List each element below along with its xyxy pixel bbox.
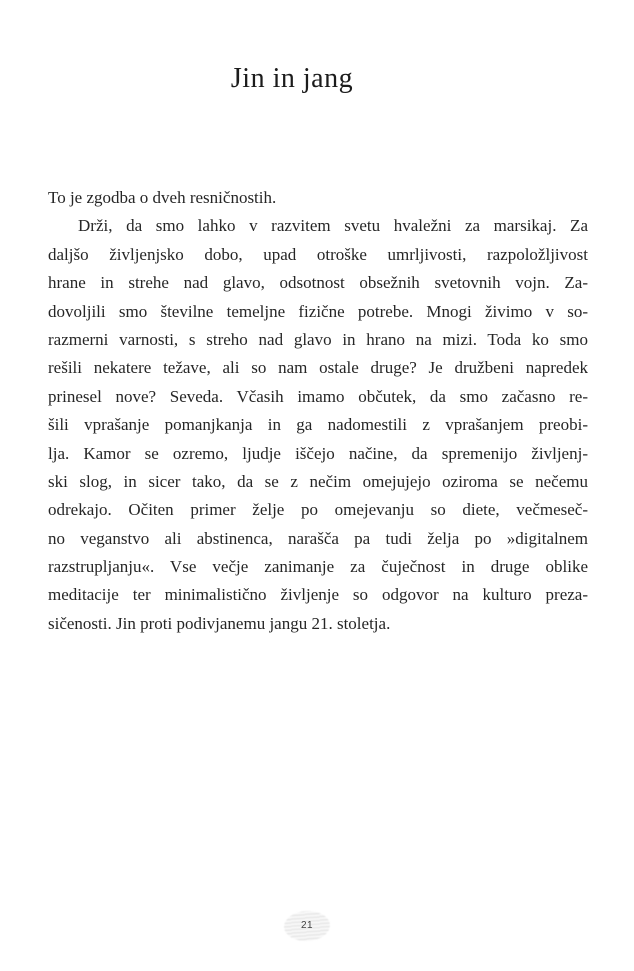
page-footer	[284, 911, 330, 941]
text-line: prinesel nove? Seveda. Včasih imamo občutek, da smo začasno re-	[48, 386, 588, 406]
text-line: razmerni varnosti, s streho nad glavo in hrano na mizi. Toda ko smo	[48, 329, 588, 349]
text-line: rešili nekatere težave, ali so nam ostale druge? Je družbeni napredek	[48, 358, 588, 378]
text-line: Drži, da smo lahko v razvitem svetu hvaležni za marsikaj. Za	[78, 216, 588, 236]
text-line: no veganstvo ali abstinenca, narašča pa tudi želja po »digitalnem	[48, 528, 588, 548]
text-line: razstrupljanju«. Vse večje zanimanje za čuječnost in druge oblike	[48, 557, 588, 577]
text-line: šili vprašanje pomanjkanja in ga nadomestili z vprašanjem preobi-	[48, 415, 588, 435]
text-line: hrane in strehe nad glavo, odsotnost obsežnih svetovnih vojn. Za-	[48, 273, 588, 293]
page-number: 21	[300, 920, 314, 931]
text-line: lja. Kamor se ozremo, ljudje iščejo načine, da spremenijo življenj-	[48, 443, 588, 463]
body-text	[48, 184, 588, 638]
text-line: ski slog, in sicer tako, da se z nečim omejujejo oziroma se nečemu	[48, 471, 588, 491]
chapter-title: Jin in jang	[230, 63, 354, 94]
text-line: odrekajo. Očiten primer želje po omejevanju so diete, večmeseč-	[48, 500, 588, 520]
text-line: sičenosti. Jin proti podivjanemu jangu 21. stoletja.	[48, 613, 391, 633]
text-line: dovoljili smo številne temeljne fizične potrebe. Mnogi živimo v so-	[48, 301, 588, 321]
text-line: daljšo življenjsko dobo, upad otroške umrljivosti, razpoložljivost	[48, 244, 588, 264]
text-line: meditacije ter minimalistično življenje so odgovor na kulturo preza-	[48, 585, 588, 605]
text-line: To je zgodba o dveh resničnostih.	[48, 188, 277, 207]
